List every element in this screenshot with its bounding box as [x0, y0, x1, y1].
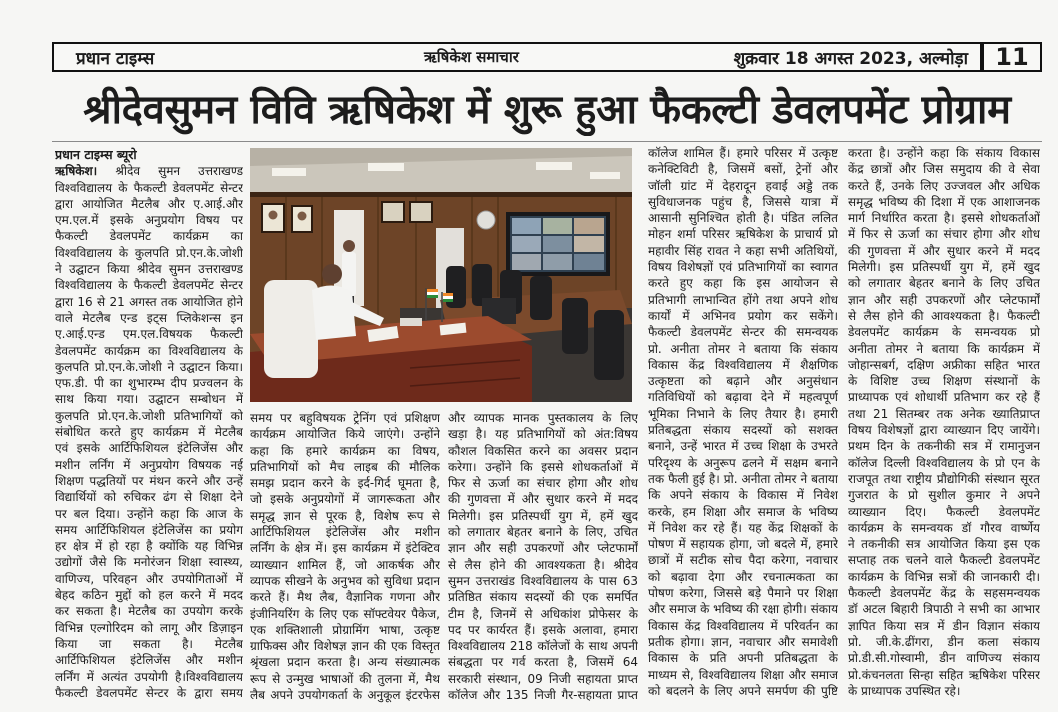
article-line: लर्निंग में अत्यंत उपयोगी है।विश्वविद्यालय — [55, 669, 243, 684]
article-line: राजपूत तथा राष्ट्रीय प्रौद्योगिकी संस्थान सूरत — [848, 471, 1040, 486]
article-line: पोषण करेगा, जिससे बड़े पैमाने पर शिक्षा — [648, 586, 838, 601]
article-line: विकास केंद्र विश्वविद्यालय में शैक्षणिक — [648, 357, 838, 372]
article-line: डेवलपमेंट कार्यक्रम का विश्वविद्यालय के — [55, 343, 243, 358]
article-line: मिलेगी। इस प्रतिस्पर्धी युग में, हमें खुद — [848, 260, 1040, 275]
article-line: प्रो.कंचनलता सिन्हा सहित ऋषिकेश परिसर — [848, 667, 1040, 682]
article-line: कार्यक्रम के विभिन्न सत्रों की जानकारी दी। — [848, 569, 1040, 584]
article-line: फैकल्टी डेवलपमेंट केंद्र के सहसमन्वयक — [848, 586, 1040, 601]
article-line: प्रतीक होगा। ज्ञान, नवाचार और समावेशी — [648, 634, 838, 649]
flag-white — [443, 296, 453, 299]
article-line: मिलेगी। इस प्रतिस्पर्धी युग में, हमें खुद — [448, 508, 638, 523]
article-line: के विशिष्ट उच्च शिक्षण संस्थानों के — [848, 374, 1040, 389]
article-line: जो इसके अनुप्रयोगों में जागरूकता और — [250, 492, 440, 507]
article-line: वाणिज्य, परिवहन और उपयोगिताओं में — [55, 571, 243, 586]
article-line: द्वारा आयोजित मैटलैब और ए.आई.और — [55, 196, 243, 211]
video-tile — [512, 236, 541, 252]
article-line: डेवलपमेंट कार्यक्रम के समन्वयक प्रो — [848, 325, 1040, 340]
article-line: ग्राफिक्स और विशेषज्ञ ज्ञान की एक विस्तृत — [250, 639, 440, 654]
article-line: विषय विशेषज्ञों एवं प्रतिभागियों का स्वागत — [648, 260, 838, 275]
article-line: मोहन शर्मा परिसर ऋषिकेश के प्राचार्य प्रो — [648, 227, 838, 242]
article-line: करते हैं, उनके लिए उज्जवल और अधिक — [848, 178, 1040, 193]
article-column-5 — [848, 145, 1040, 699]
article-line: में निवेश कर रहे हैं। यह केंद्र शिक्षकों के — [648, 520, 838, 535]
date-and-place: शुक्रवार 18 अगस्त 2023, अल्मोड़ा — [733, 48, 968, 69]
article-line: डॉ अटल बिहारी त्रिपाठी ने सभी का आभार — [848, 602, 1040, 617]
headline-rule — [52, 141, 1042, 142]
ceiling-light — [272, 168, 306, 176]
article-line: सुविधाजनक पहुंच है, जिससे यात्रा में — [648, 194, 838, 209]
article-line: भूमिका निभाने के लिए तैयार है। हमारी — [648, 406, 838, 421]
article-line: शिक्षण पद्धतियों पर मंथन करने और उन्हें — [55, 473, 243, 488]
article-line: ज्ञापित किया सत्र में डीन विज्ञान संकाय — [848, 618, 1040, 633]
article-line: के प्राध्यापक उपस्थित रहे। — [848, 683, 961, 698]
article-line: सुमन उत्तराखंड विश्वविद्यालय के पास 63 — [448, 573, 638, 588]
video-tile — [543, 254, 572, 270]
article-line: प्रतिबद्धता संकाय सदस्यों को सशक्त — [648, 423, 838, 438]
article-line: विषय विशेषज्ञों द्वारा व्याख्यान दिए जायेंगे। — [848, 423, 1040, 438]
article-line: पर बल दिया। उन्होंने कहा कि आज के — [55, 506, 243, 521]
article-line: फैकल्टी डेवलपमेंट सेन्टर की समन्वयक — [648, 325, 838, 340]
article-line: एम.एल.में इसके अनुप्रयोग विषय पर — [55, 213, 243, 228]
article-line: लर्निंग के क्षेत्र में। इस कार्यक्रम में इंटेक्टिव — [250, 541, 440, 556]
picture-frame — [410, 202, 432, 222]
article-line: को बदलने के लिए अपने समर्पण की पुष्टि — [648, 683, 838, 698]
article-line: संबद्धता पर गर्व करता है, जिसमें 64 — [448, 655, 638, 670]
article-line: रूप से उन्मुख भाषाओं की तुलना में, मैथ — [250, 671, 440, 686]
article-line: अनीता तोमर ने बताया कि कार्यक्रम में — [848, 341, 1040, 356]
article-line: विश्वविद्यालय के फैकल्टी डेवलपमेंट सेन्टर — [55, 278, 243, 293]
article-line: तथा 21 सितम्बर तक अनेक ख्यातिप्राप्त — [848, 406, 1040, 421]
article-line: कौशल विकसित करने का अवसर प्रदान — [448, 443, 638, 458]
article-line: विश्वविद्यालय के कुलपति प्रो.एन.के.जोशी — [55, 245, 243, 260]
portrait-face — [269, 211, 278, 220]
article-line: विकास के प्रति अपनी प्रतिबद्धता के — [648, 651, 838, 666]
article-line: एवं इसके आर्टिफिशियल इंटेलिजेंस और — [55, 441, 243, 456]
article-line: महावीर सिंह रावत ने कहा सभी अतिथियों, — [648, 243, 838, 258]
article-column-2 — [250, 410, 440, 703]
section-title: ऋषिकेश समाचार — [424, 48, 519, 66]
article-line: कार्यों में अभिनव प्रयोग कर सकेंगे। — [648, 308, 838, 323]
news-photo — [250, 148, 632, 402]
article-line: करेगा। उन्होंने कि इससे शोधकर्ताओं में — [448, 459, 638, 474]
article-line: गतिविधियों को बढ़ावा देने में महत्वपूर्ण — [648, 390, 838, 405]
desk-nameplate — [400, 318, 422, 326]
ceiling-light — [590, 172, 620, 179]
article-line: आर्टिफिशियल इंटेलिजेंस और मशीन — [55, 653, 243, 668]
flag-green — [427, 295, 438, 298]
wall-fan — [477, 211, 495, 229]
article-line: करते हुए कहा कि इस आयोजन से — [648, 276, 838, 291]
video-tile — [543, 218, 572, 234]
conference-chair — [594, 310, 624, 380]
article-line: व्याख्यान शामिल हैं, जो आकर्षक और — [250, 557, 440, 572]
article-line: वाले मेटलैब एन्ड इट्स प्लिकेशन्स इन — [55, 310, 243, 325]
article-line: व्यापक सीखने के अनुभव को सुविधा प्रदान — [250, 573, 440, 588]
article-line — [55, 163, 243, 179]
portrait-face — [298, 212, 307, 221]
article-line: को बढ़ावा देगा और रचनात्मकता का — [648, 569, 838, 584]
article-line: मशीन लर्निंग में अनुप्रयोग विषयक नई — [55, 457, 243, 472]
masthead-bar — [52, 42, 1042, 72]
article-line: कनेक्टिविटी है, जिसमें बसों, ट्रेनों और — [648, 162, 838, 177]
article-line: कार्यक्रम के समन्वयक डॉ गौरव वार्ष्णेय — [848, 520, 1040, 535]
article-line: कुलपति प्रो.एन.के.जोशी ने उद्घाटन किया। — [55, 359, 243, 374]
video-conference-screen — [506, 212, 610, 276]
ceiling-light — [536, 162, 572, 170]
article-line: बनाने, उन्हें भारत में उच्च शिक्षा के उभरते — [648, 439, 838, 454]
article-line: उद्योगों जैसे कि मनोरंजन शिक्षा स्वास्थ्य, — [55, 555, 243, 570]
article-line: और समाज के भविष्य की रक्षा होगी। संकाय — [648, 602, 838, 617]
article-line: प्रथम दिन के तकनीकी सत्र में रामानुजन — [848, 439, 1040, 454]
article-line: खड़ा है। यह प्रतिभागियों को अंत:विषय — [448, 427, 638, 442]
video-tile — [512, 254, 541, 270]
article-line: द्वारा 16 से 21 अगस्त तक आयोजित होने — [55, 294, 243, 309]
article-line: समय पर बहुविषयक ट्रेनिंग एवं प्रशिक्षण — [250, 411, 440, 425]
article-line: एफ.डी. पी का शुभारम्भ दीप प्रज्वलन के — [55, 376, 243, 391]
article-line: कि अपने संकाय के विकास में निवेश — [648, 488, 838, 503]
article-line: परिदृश्य के अनुरूप ढलने में सक्षम बनाने — [648, 455, 838, 470]
article-line: प्राध्यापक एवं शोधार्थी प्रतिभाग कर रहे हैं — [848, 390, 1040, 405]
article-line: किया जा सकता है। मेटलैब — [55, 636, 243, 651]
article-line: करके, हम शिक्षा और समाज के भविष्य — [648, 504, 838, 519]
article-line: और व्यापक मानक पुस्तकालय के लिए — [448, 411, 638, 425]
article-line: प्रो. जी.के.ढींगरा, डीन कला संकाय — [848, 634, 1040, 649]
flag-green — [443, 299, 453, 302]
video-tile — [574, 254, 604, 270]
article-line: विद्यार्थियों को रुचिकर ढंग से शिक्षा देने — [55, 490, 243, 505]
article-line: से लैस होने की आवश्यकता है। श्रीदेव — [448, 557, 638, 572]
article-line: जॉली ग्रांट में देहरादून हवाई अड्डे तक — [648, 178, 838, 193]
article-line: प्रतिभागी लाभान्वित होंगे तथा अपने शोध — [648, 292, 838, 307]
article-line: ज्ञान और सही उपकरणों और प्लेटफार्मों — [848, 292, 1040, 307]
official-head — [322, 264, 342, 284]
video-tile — [574, 218, 604, 234]
article-line: करते हैं। मैथ लैब, वैज्ञानिक गणना और — [250, 590, 440, 605]
article-line: हर क्षेत्र में हो रहा है क्योंकि यह विभिन्न — [55, 539, 243, 554]
article-line-text: श्रीदेव सुमन उत्तराखण्ड — [115, 164, 243, 179]
article-line: प्रो.डी.सी.गोस्वामी, डीन वाणिज्य संकाय — [848, 651, 1040, 666]
article-line: की गुणवत्ता में और सुधार करने में मदद — [448, 492, 638, 507]
article-line: फैकल्टी डेवलपमेंट सेन्टर के द्वारा समय — [55, 685, 243, 700]
article-line: ने तकनीकी सत्र आयोजित किया इस एक — [848, 537, 1040, 552]
article-line: कुलपति प्रो.एन.के.जोशी प्रतिभागियों को — [55, 408, 243, 423]
article-line: प्रतिष्ठित संकाय सदस्यों की एक समर्पित — [448, 590, 638, 605]
article-line: श्रृंखला प्रदान करता है। अन्य संख्यात्मक — [250, 655, 440, 670]
article-line: गुजरात के प्रो सुशील कुमार ने अपने — [848, 488, 1040, 503]
article-line: प्रो. अनीता तोमर ने बताया कि संकाय — [648, 341, 838, 356]
article-line: पद पर कार्यरत हैं। इसके अलावा, हमारा — [448, 622, 638, 637]
article-line: में फिर से ऊर्जा का संचार होगा और शोध — [848, 227, 1040, 242]
article-line: साथ किया गया। उद्घाटन सम्बोधन में — [55, 392, 243, 407]
article-line: माध्यम से, विश्वविद्यालय शिक्षा और समाज — [648, 667, 838, 682]
article-line: व्याख्यान दिए। फैकल्टी डेवलपमेंट — [848, 504, 1040, 519]
article-line: जोहान्सबर्ग, दक्षिण अफ्रीका सहित भारत — [848, 357, 1040, 372]
ceiling-light — [368, 163, 404, 171]
flag-saffron — [443, 293, 453, 296]
standing-person-head — [343, 240, 355, 252]
article-line: की गुणवत्ता में और सुधार करने में मदद — [848, 243, 1040, 258]
article-line: को लगातार बेहतर बनाने के लिए उचित — [848, 276, 1040, 291]
article-line: कॉलेज और 135 निजी गैर-सहायता प्राप्त — [448, 688, 638, 703]
meeting-room-photo-art — [250, 148, 632, 402]
byline: प्रधान टाइम्स ब्यूरो — [55, 147, 137, 162]
article-line: आर्टिफिशियल इंटेलिजेंस और मशीन — [250, 525, 440, 540]
article-line: कॉलेज दिल्ली विश्वविद्यालय के प्रो एन के — [848, 455, 1040, 470]
article-line: पोषण में सहायक होगा, जो बदले में, हमारे — [648, 537, 838, 552]
wall-trim — [250, 192, 632, 197]
dateline: ऋषिकेश। — [55, 164, 98, 179]
article-line: विश्वविद्यालय के फैकल्टी डेवलपमेंट सेन्टर — [55, 180, 243, 195]
article-line: कार्यक्रम आयोजित किये जाएंगे। उन्होंने — [250, 427, 440, 442]
article-line: से लैस होने की आवश्यकता है। फैकल्टी — [848, 308, 1040, 323]
article-line: लैब अपने उपयोगकर्ता के अनुकूल इंटरफेस — [250, 688, 440, 703]
video-tile — [512, 218, 541, 234]
article-line: विश्वविद्यालय 218 कॉलेजों के साथ अपनी — [448, 639, 638, 654]
article-line: को लगातार बेहतर बनाने के लिए, उचित — [448, 525, 638, 540]
article-line: उत्कृष्टता को बढ़ाने और अनुसंधान — [648, 374, 838, 389]
article-line: समृद्ध ज्ञान से पूरक है, विशेष रूप से — [250, 508, 440, 523]
flag-white — [427, 292, 438, 295]
article-line: टीम है, जिनमें से अधिकांश प्रोफेसर के — [448, 606, 638, 621]
executive-chair — [264, 280, 318, 378]
conference-chair — [530, 276, 552, 320]
article-line: सप्ताह तक चलने वाले फैकल्टी डेवलपमेंट — [848, 553, 1040, 568]
paper-name: प्रधान टाइम्स — [76, 48, 155, 69]
article-line: ज्ञान और सही उपकरणों और प्लेटफार्मों — [448, 541, 638, 556]
article-line: संबोधित करते हुए कार्यक्रम में मेटलैब — [55, 425, 243, 440]
article-line: समय आर्टिफिशियल इंटेलिजेंस का प्रयोग — [55, 522, 243, 537]
article-line: तक फैली हुई है। प्रो. अनीता तोमर ने बताया — [648, 471, 838, 486]
video-tile — [543, 236, 572, 252]
picture-frame — [382, 202, 404, 222]
article-line: कर सकता है। मेटलैब का उपयोग करके — [55, 604, 243, 619]
article-line: करता है। उन्होंने कहा कि संकाय विकास — [848, 146, 1040, 160]
article-line: छात्रों में सटीक सोच पैदा करेगा, नवाचार — [648, 553, 838, 568]
article-line: ने उद्घाटन किया श्रीदेव सुमन उत्तराखण्ड — [55, 262, 243, 277]
article-line: आसानी सुनिश्चित होती है। पंडित ललित — [648, 211, 838, 226]
headline: श्रीदेवसुमन विवि ऋषिकेश में शुरू हुआ फैकल्टी डेवलपमेंट प्रोग्राम — [83, 87, 1011, 133]
article-line: कहा कि हमारे कार्यक्रम का विषय, — [250, 443, 440, 458]
article-column-1 — [55, 147, 243, 701]
article-line: समझ प्रदान करने के इर्द-गिर्द घूमता है, — [250, 476, 440, 491]
flag-saffron — [427, 289, 438, 292]
article-line: समृद्ध भविष्य की दिशा में एक आशाजनक — [848, 194, 1040, 209]
article-line: इंजीनियरिंग के लिए एक सॉफ्टवेयर पैकेज, — [250, 606, 440, 621]
article-line: कॉलेज शामिल हैं। हमारे परिसर में उत्कृष्ट — [648, 146, 838, 160]
article-line: फिर से ऊर्जा का संचार होगा और शोध — [448, 476, 638, 491]
page-number: 11 — [980, 44, 1040, 70]
article-line: एक शक्तिशाली प्रोग्रामिंग भाषा, उत्कृष्ट — [250, 622, 440, 637]
article-line: विभिन्न एल्गोरिदम को लागू और डिज़ाइन — [55, 620, 243, 635]
article-column-4 — [648, 145, 838, 699]
article-line: ए.आई.एन्ड एम.एल.विषयक फैकल्टी — [55, 327, 243, 342]
article-line: मार्ग निर्धारित करता है। इससे शोधकर्ताओं — [848, 211, 1040, 226]
article-line: बेहद कठिन मुद्दों को हल करने में मदद — [55, 588, 243, 603]
article-line: सरकारी संस्थान, 09 निजी सहायता प्राप्त — [448, 671, 638, 686]
article-line: केंद्र छात्रों और जिस समुदाय की वे सेवा — [848, 162, 1040, 177]
article-column-3 — [448, 410, 638, 703]
article-line: प्रतिभागियों को मैच लाइब की मौलिक — [250, 459, 440, 474]
article-line: फैकल्टी डेवलपमेंट कार्यक्रम का — [55, 229, 243, 244]
conference-chair — [562, 298, 588, 354]
video-tile — [574, 236, 604, 252]
article-line: विकास केंद्र विश्वविद्यालय में परिवर्तन का — [648, 618, 838, 633]
